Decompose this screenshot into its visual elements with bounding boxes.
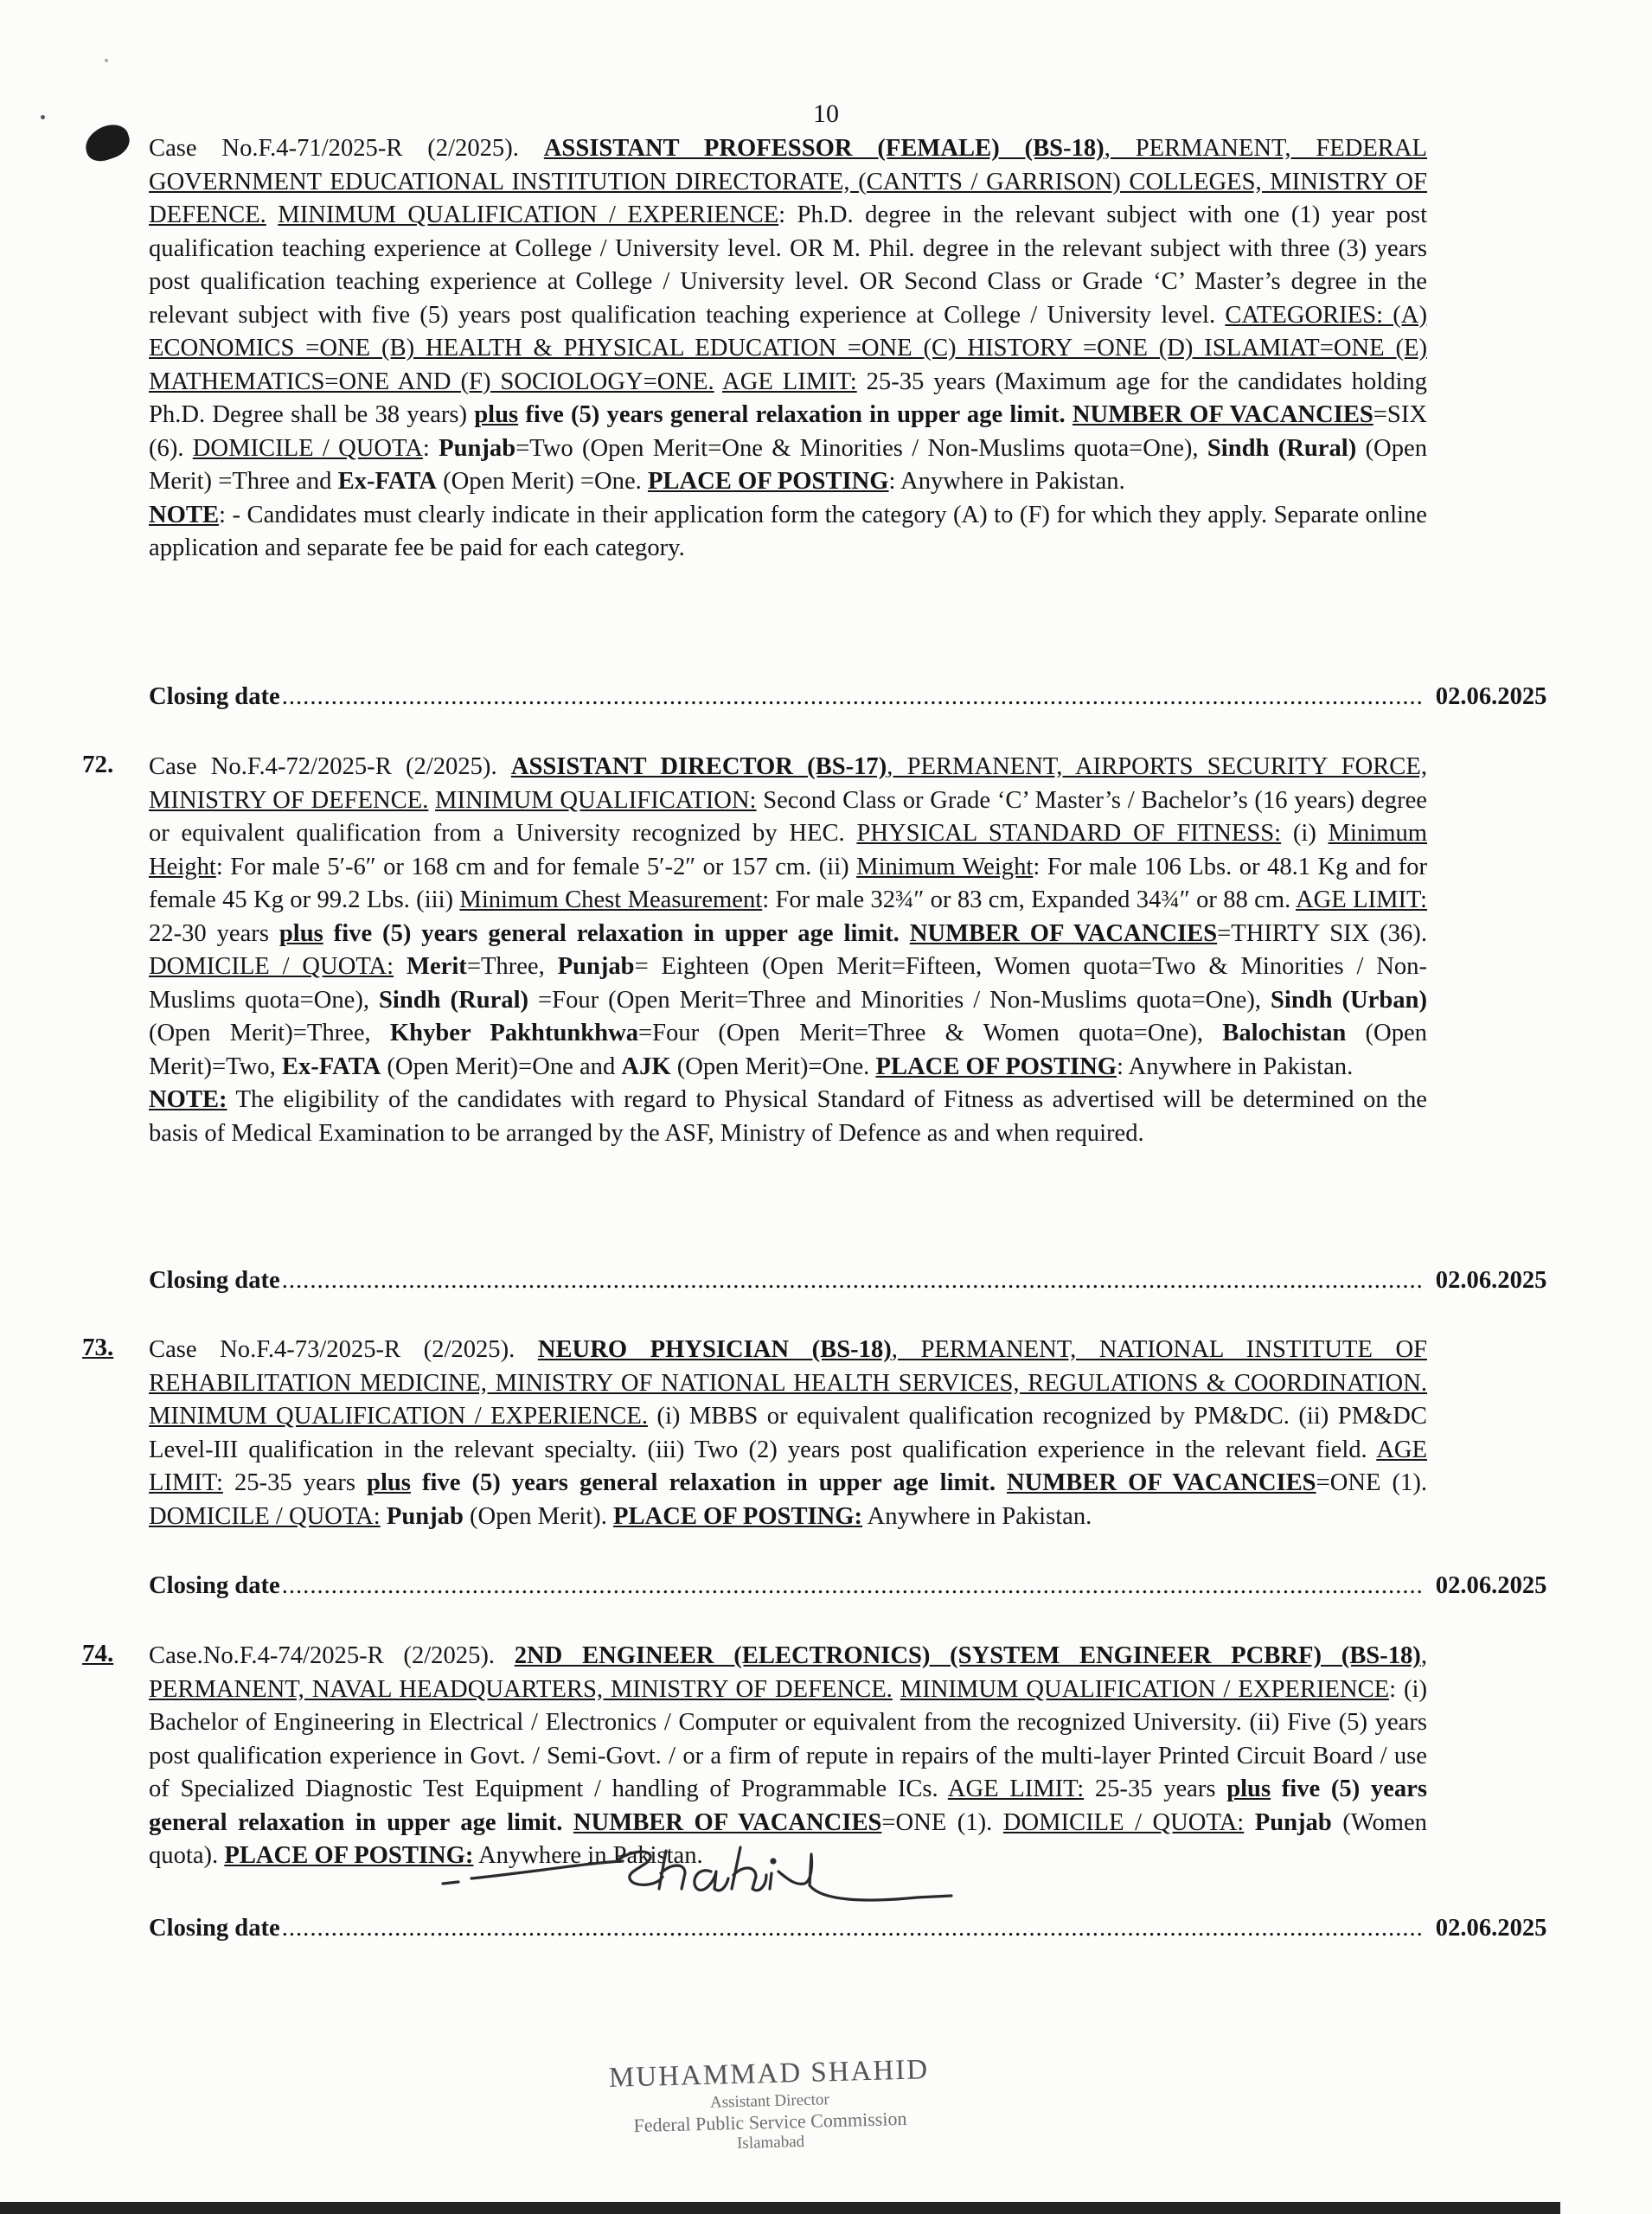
categories-text: : (A) ECONOMICS =ONE (B) HEALTH & PHYSICAL EDUCATION =ONE (C) HISTORY =ONE (D) ISLAMIAT=ONE (E) MATHEMATICS=ONE AND (F) SOCIOLOGY=ONE. xyxy=(149,301,1427,395)
place-of-posting-label: PLACE OF POSTING xyxy=(647,468,889,495)
relaxation-text: five (5) years general relaxation in upper age limit. xyxy=(410,1469,996,1496)
physical-text: (i) xyxy=(1281,820,1329,847)
leader-dots: .................................................................................................................................................................. xyxy=(281,683,1424,710)
plus-word: plus xyxy=(279,919,323,947)
place-of-posting-text: : Anywhere in Pakistan. xyxy=(888,468,1125,495)
domicile-text: (Women quota). xyxy=(149,1808,1427,1869)
domicile-label: DOMICILE / QUOTA: xyxy=(1002,1808,1245,1836)
post-title: ASSISTANT DIRECTOR (BS-17) xyxy=(510,753,887,780)
domicile-region: Sindh (Rural) xyxy=(379,986,529,1014)
note-label: NOTE: xyxy=(149,1086,227,1113)
domicile-text: = Eighteen (Open Merit=Fifteen, Women quota=Two & Minorities / Non-Muslims quota=One), xyxy=(149,953,1428,1014)
vacancies-label: NUMBER OF VACANCIES xyxy=(1072,401,1373,428)
plus-word: plus xyxy=(1226,1776,1271,1802)
weight-text: : For male 106 Lbs. or 48.1 Kg and for female 45 Kg or 99.2 Lbs. (iii) xyxy=(149,853,1427,913)
organization: , PERMANENT, NATIONAL INSTITUTE OF REHABILITATION MEDICINE, MINISTRY OF NATIONAL HEALTH SERVICES, REGULATIONS & COORDINATION. xyxy=(149,1336,1427,1397)
age-limit-label: AGE LIMIT: xyxy=(1295,886,1427,913)
height-label: Minimum Height xyxy=(149,820,1427,880)
vacancies-text: =ONE (1). xyxy=(881,1808,1003,1836)
qualification-label: MINIMUM QUALIFICATION / EXPERIENCE xyxy=(900,1675,1390,1703)
officer-designation: Assistant Director xyxy=(709,2090,829,2112)
closing-date-row xyxy=(149,1572,1547,1600)
domicile-region: Khyber Pakhtunkhwa xyxy=(389,1020,639,1046)
closing-date-row xyxy=(149,1267,1547,1295)
domicile-text: (Open Merit)=Three, xyxy=(149,1020,390,1046)
age-limit-label: AGE LIMIT: xyxy=(947,1776,1085,1802)
note-text: : - Candidates must clearly indicate in their application form the category (A) to (F) for which they apply. Separate online application and separate fee be paid for each category. xyxy=(149,501,1427,561)
closing-date-label: Closing date xyxy=(149,683,280,710)
domicile-region: Punjab xyxy=(557,953,635,980)
place-of-posting-text: Anywhere in Pakistan. xyxy=(862,1502,1092,1530)
relaxation-text: five (5) years general relaxation in upper age limit. xyxy=(518,401,1066,428)
physical-standard-label: PHYSICAL STANDARD OF FITNESS: xyxy=(856,820,1282,847)
closing-date-value: 02.06.2025 xyxy=(1435,1572,1547,1599)
leader-dots: .................................................................................................................................................................. xyxy=(281,1267,1424,1294)
domicile-text: =Four (Open Merit=Three and Minorities / Non-Muslims quota=One), xyxy=(528,986,1271,1014)
organization: , PERMANENT, AIRPORTS SECURITY FORCE, MINISTRY OF DEFENCE. xyxy=(149,753,1427,814)
domicile-text: (Open Merit)=Two, xyxy=(149,1020,1427,1080)
domicile-label: DOMICILE / QUOTA xyxy=(192,434,423,462)
post-title: 2ND ENGINEER (ELECTRONICS) (SYSTEM ENGINEER PCBRF) (BS-18) xyxy=(514,1642,1421,1669)
case-ref: Case No.F.4-71/2025-R (2/2025). xyxy=(149,135,544,162)
plus-word: plus xyxy=(474,401,519,428)
signature-scribble xyxy=(432,1799,1090,1972)
case-number: 72. xyxy=(82,751,114,778)
chest-text: : For male 32¾″ or 83 cm, Expanded 34¾″ or 88 cm. xyxy=(762,886,1296,913)
vacancies-label: NUMBER OF VACANCIES xyxy=(1007,1469,1316,1496)
officer-organization: Federal Public Service Commission xyxy=(633,2107,907,2137)
domicile-region: Ex-FATA xyxy=(337,468,437,495)
place-of-posting-text: : Anywhere in Pakistan. xyxy=(1117,1053,1354,1080)
case-ref: Case No.F.4-73/2025-R (2/2025). xyxy=(149,1336,538,1363)
categories-label: CATEGORIES xyxy=(1225,301,1377,329)
organization: , PERMANENT, FEDERAL GOVERNMENT EDUCATIONAL INSTITUTION DIRECTORATE, (CANTTS / GARRISON) COLLEGES, MINISTRY OF DEFENCE. xyxy=(149,135,1427,228)
domicile-region: Ex-FATA xyxy=(281,1053,381,1080)
post-title: NEURO PHYSICIAN (BS-18) xyxy=(537,1336,892,1363)
closing-date-value: 02.06.2025 xyxy=(1435,1267,1547,1294)
place-of-posting-text: Anywhere in Pakistan. xyxy=(473,1842,703,1869)
place-of-posting-label: PLACE OF POSTING xyxy=(875,1053,1117,1080)
domicile-region: Sindh (Urban) xyxy=(1270,986,1427,1014)
case-ref: Case.No.F.4-74/2025-R (2/2025). xyxy=(149,1642,515,1669)
age-limit-text: 22-30 years xyxy=(149,919,279,947)
domicile-text xyxy=(1244,1809,1255,1836)
domicile-text: =Two (Open Merit=One & Minorities / Non-Muslims quota=One), xyxy=(515,434,1207,462)
domicile-region: Punjab xyxy=(439,434,516,462)
domicile-region: Sindh (Rural) xyxy=(1207,434,1357,462)
domicile-text: (Open Merit)=One and xyxy=(381,1053,622,1080)
plus-word: plus xyxy=(367,1469,411,1496)
leader-dots: .................................................................................................................................................................. xyxy=(281,1572,1424,1599)
relaxation-text: five (5) years general relaxation in upper age limit. xyxy=(149,1776,1427,1836)
domicile-text xyxy=(394,953,407,980)
weight-label: Minimum Weight xyxy=(856,853,1034,880)
note-label: NOTE xyxy=(149,501,220,528)
domicile-region: AJK xyxy=(621,1053,671,1080)
note-text: The eligibility of the candidates with regard to Physical Standard of Fitness as advertised will be determined on the basis of Medical Examination to be arranged by the ASF, Ministry of Defence as and when required. xyxy=(149,1086,1427,1147)
case-number: 73. xyxy=(82,1334,114,1361)
domicile-label: DOMICILE / QUOTA: xyxy=(149,953,394,980)
closing-date-value: 02.06.2025 xyxy=(1435,683,1547,710)
domicile-region: Punjab xyxy=(1254,1808,1332,1836)
closing-date-row xyxy=(149,683,1547,711)
scan-speck xyxy=(105,59,108,62)
qualification-label: MINIMUM QUALIFICATION / EXPERIENCE. xyxy=(149,1403,648,1430)
case-number: 74. xyxy=(82,1640,114,1667)
age-limit-text: 25-35 years xyxy=(222,1469,368,1496)
case-72 xyxy=(149,751,1427,1150)
qualification-label: MINIMUM QUALIFICATION: xyxy=(435,786,757,814)
scan-edge xyxy=(0,2202,1560,2214)
qualification-text: : Ph.D. degree in the relevant subject with one (1) year post qualification teaching experience at College / University level. OR M. Phil. degree in the relevant subject with three (3) years post qualification teaching experience at College / University level. OR Second Class or Grade ‘C’ Master’s degree in the relevant subject with five (5) years post qualification teaching experience at College / University level. xyxy=(149,202,1428,329)
vacancies-text: =SIX (6). xyxy=(149,401,1427,462)
domicile-text: (Open Merit) =One. xyxy=(436,468,648,495)
place-of-posting-label: PLACE OF POSTING: xyxy=(224,1842,474,1869)
domicile-text: (Open Merit) =Three and xyxy=(149,434,1427,495)
page-number: 10 xyxy=(813,99,839,128)
domicile-text: =Four (Open Merit=Three & Women quota=One), xyxy=(638,1020,1223,1046)
closing-date-value: 02.06.2025 xyxy=(1435,1915,1547,1942)
handwritten-signature xyxy=(432,1799,1090,1972)
age-limit-label: AGE LIMIT: xyxy=(722,368,857,395)
domicile-text: : xyxy=(422,434,439,462)
chest-label: Minimum Chest Measurement xyxy=(459,886,763,913)
post-title: ASSISTANT PROFESSOR (FEMALE) (BS-18) xyxy=(543,135,1105,162)
place-of-posting-label: PLACE OF POSTING: xyxy=(613,1502,863,1530)
officer-name: MUHAMMAD SHAHID xyxy=(608,2054,930,2094)
vacancies-label: NUMBER OF VACANCIES xyxy=(909,919,1218,947)
vacancies-text: =THIRTY SIX (36). xyxy=(1217,919,1427,947)
age-limit-text: 25-35 years (Maximum age for the candidates holding Ph.D. Degree shall be 38 years) xyxy=(149,368,1427,428)
domicile-region: Punjab xyxy=(386,1502,464,1530)
closing-date-label: Closing date xyxy=(149,1915,280,1942)
domicile-label: DOMICILE / QUOTA: xyxy=(149,1502,381,1530)
domicile-text: =Three, xyxy=(466,953,558,980)
relaxation-text: five (5) years general relaxation in upper age limit. xyxy=(323,919,900,947)
domicile-region: Merit xyxy=(406,953,467,980)
case-ref: Case No.F.4-72/2025-R (2/2025). xyxy=(149,753,511,780)
officer-stamp xyxy=(553,2052,988,2158)
qualification-text: : (i) Bachelor of Engineering in Electrical / Electronics / Computer or equivalent from the recognized University. (ii) Five (5) years post qualification experience in Govt. / Semi-Govt. / or a firm of repute in repairs of the multi-layer Printed Circuit Board / use of Specialized Diagnostic Test Equipment / handling of Programmable ICs. xyxy=(149,1675,1428,1802)
case-73 xyxy=(149,1334,1427,1533)
domicile-text: (Open Merit)=One. xyxy=(670,1053,876,1080)
scan-speck xyxy=(41,115,45,119)
organization: , PERMANENT, NAVAL HEADQUARTERS, MINISTRY OF DEFENCE. xyxy=(149,1642,1427,1703)
leader-dots: .................................................................................................................................................................. xyxy=(281,1915,1424,1942)
closing-date-label: Closing date xyxy=(149,1267,280,1294)
domicile-region: Balochistan xyxy=(1222,1020,1347,1046)
qualification-text: Second Class or Grade ‘C’ Master’s / Bachelor’s (16 years) degree or equivalent qualification from a University recognized by HEC. xyxy=(149,786,1427,847)
qualification-label: MINIMUM QUALIFICATION / EXPERIENCE xyxy=(278,202,779,228)
domicile-text xyxy=(381,1503,387,1530)
vacancies-text: =ONE (1). xyxy=(1316,1469,1427,1496)
age-limit-label: AGE LIMIT: xyxy=(149,1436,1427,1496)
age-limit-text: 25-35 years xyxy=(1084,1776,1227,1802)
domicile-text: (Open Merit). xyxy=(463,1502,613,1530)
height-text: : For male 5′-6″ or 168 cm and for female 5′-2″ or 157 cm. (ii) xyxy=(215,853,857,880)
case-71 xyxy=(149,132,1427,566)
officer-city: Islamabad xyxy=(736,2132,805,2153)
closing-date-label: Closing date xyxy=(149,1572,280,1599)
vacancies-label: NUMBER OF VACANCIES xyxy=(573,1808,882,1836)
qualification-text: (i) MBBS or equivalent qualification recognized by PM&DC. (ii) PM&DC Level-III qualification in the relevant specialty. (iii) Two (2) years post qualification experience in the relevant field. xyxy=(149,1403,1427,1463)
